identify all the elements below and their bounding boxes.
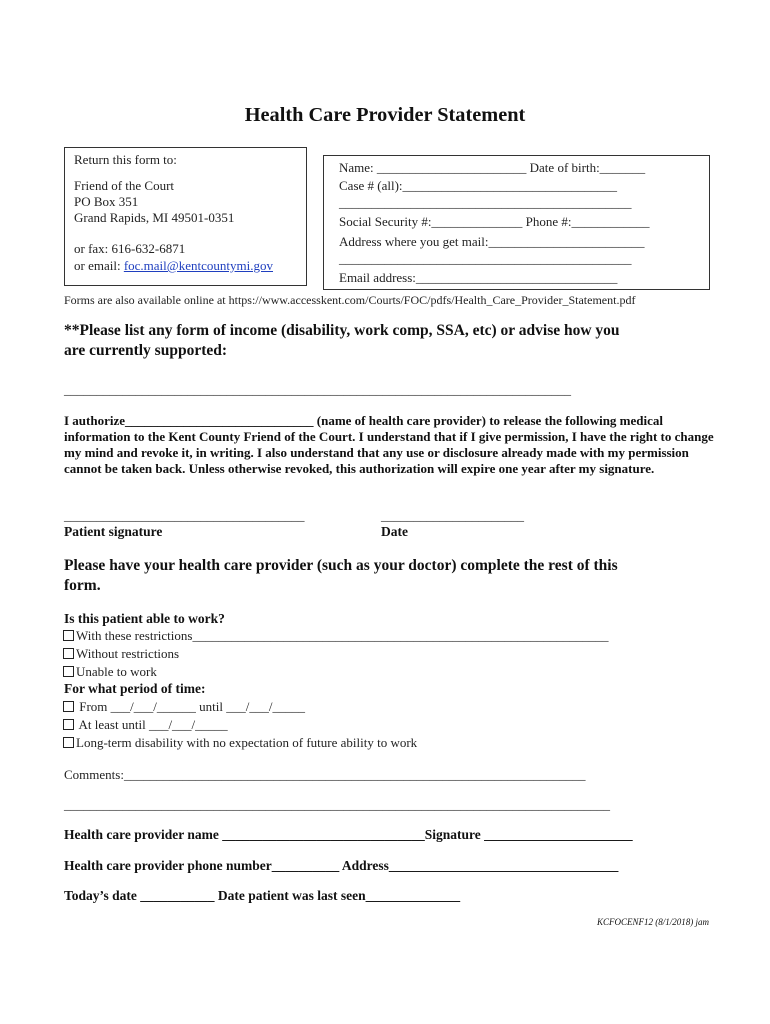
provider-heading-line1: Please have your health care provider (such as your doctor) complete the rest of this [64, 557, 618, 574]
ssn-phone-field[interactable]: Social Security #:______________ Phone #:____________ [339, 214, 650, 229]
checkbox-icon[interactable] [63, 701, 74, 712]
period-long-term[interactable] [63, 735, 417, 751]
signature-date-label: Date [381, 524, 408, 539]
checkbox-icon[interactable] [63, 719, 74, 730]
patient-signature-label: Patient signature [64, 524, 163, 539]
comments-field[interactable]: Comments:_______________________________________________________________________ [64, 767, 586, 782]
period-from-until-label: From ___/___/______ until ___/___/_____ [76, 699, 305, 714]
return-fax: or fax: 616-632-6871 [74, 241, 186, 256]
option-with-restrictions[interactable] [63, 628, 608, 644]
checkbox-icon[interactable] [63, 648, 74, 659]
return-email-row [74, 258, 273, 274]
option-without-restrictions[interactable] [63, 646, 179, 662]
forms-online-note: Forms are also available online at https://www.accesskent.com/Courts/FOC/pdfs/Health_Care_Provider_Statement.pdf [64, 293, 636, 307]
period-from-until[interactable] [63, 699, 305, 715]
work-question: Is this patient able to work? [64, 611, 225, 626]
income-question-line1: **Please list any form of income (disability, work comp, SSA, etc) or advise how you [64, 322, 620, 339]
option-unable-to-work-label: Unable to work [76, 664, 157, 679]
name-dob-field[interactable]: Name: _______________________ Date of birth:_______ [339, 160, 646, 175]
case-field[interactable]: Case # (all):_________________________________ [339, 178, 618, 193]
mail-address-continued[interactable]: _____________________________________________ [339, 251, 632, 266]
income-answer-line[interactable]: ______________________________________________________________________________ [64, 382, 571, 397]
period-long-term-label: Long-term disability with no expectation of future ability to work [76, 735, 418, 750]
income-question-line2: are currently supported: [64, 342, 228, 359]
period-at-least-until[interactable] [63, 717, 228, 733]
provider-name-signature-row[interactable]: Health care provider name ______________________________Signature ______________________ [64, 827, 633, 842]
return-line-3: Grand Rapids, MI 49501-0351 [74, 210, 235, 225]
return-email-prefix: or email: [74, 258, 124, 273]
form-code-footer: KCFOCENF12 (8/1/2018) jam [597, 917, 709, 927]
page-title: Health Care Provider Statement [244, 104, 526, 126]
return-line-1: Friend of the Court [74, 178, 175, 193]
signature-date-line[interactable]: ______________________ [381, 508, 524, 523]
return-heading: Return this form to: [74, 152, 177, 167]
option-without-restrictions-label: Without restrictions [76, 646, 180, 661]
option-with-restrictions-label: With these restrictions________________________________________________________________ [76, 628, 609, 643]
return-line-2: PO Box 351 [74, 194, 139, 209]
provider-heading-line2: form. [64, 577, 101, 594]
option-unable-to-work[interactable] [63, 664, 157, 680]
email-address-field[interactable]: Email address:_______________________________ [339, 270, 618, 285]
patient-signature-line[interactable]: _____________________________________ [64, 508, 305, 523]
checkbox-icon[interactable] [63, 666, 74, 677]
provider-phone-address-row[interactable]: Health care provider phone number__________ Address__________________________________ [64, 858, 619, 873]
mail-address-field[interactable]: Address where you get mail:________________________ [339, 234, 645, 249]
checkbox-icon[interactable] [63, 737, 74, 748]
comments-field-continued[interactable]: ____________________________________________________________________________________ [64, 797, 610, 812]
dates-row[interactable]: Today’s date ___________ Date patient was last seen______________ [64, 888, 461, 903]
checkbox-icon[interactable] [63, 630, 74, 641]
case-field-continued[interactable]: _____________________________________________ [339, 195, 632, 210]
authorization-paragraph: I authorize_____________________________ (name of health care provider) to release the following medical information to the Kent County Friend of the Court. I understand that if I give permission, I have the right to change my mind and revoke it, in writing. I also understand that any use or disclosure already made with my permission cannot be taken back. Unless otherwise revoked, this authorization will expire one year after my signature. [64, 413, 714, 476]
period-at-least-until-label: At least until ___/___/_____ [76, 717, 228, 732]
return-email-link[interactable]: foc.mail@kentcountymi.gov [123, 258, 273, 273]
period-question: For what period of time: [64, 681, 206, 696]
